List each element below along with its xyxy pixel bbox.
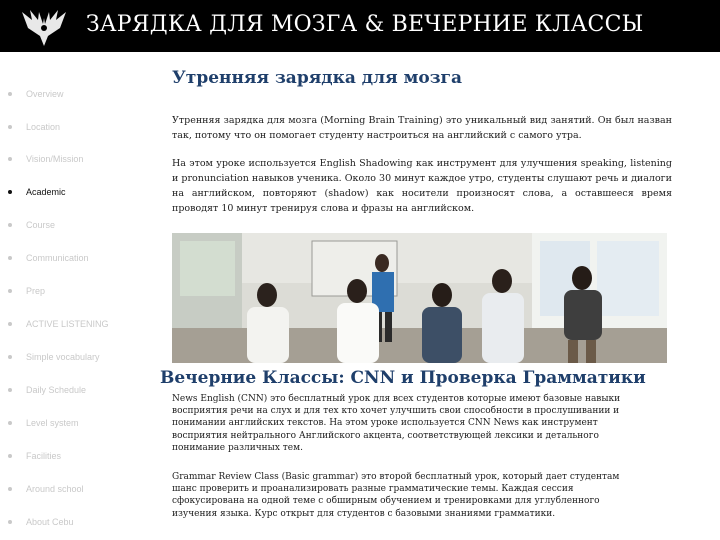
sidebar-item-overview[interactable] bbox=[8, 84, 64, 104]
sidebar-item-about-cebu[interactable] bbox=[8, 512, 74, 532]
sidebar-item-active-listening[interactable] bbox=[8, 314, 109, 334]
sidebar-item-communication[interactable] bbox=[8, 248, 89, 268]
bullet-icon bbox=[8, 256, 12, 260]
bullet-icon bbox=[8, 157, 12, 161]
sidebar-item-label: About Cebu bbox=[26, 517, 74, 527]
bullet-icon bbox=[8, 322, 12, 326]
bullet-icon bbox=[8, 388, 12, 392]
evening-paragraph-1: News English (CNN) это бесплатный урок для всех студентов которые имеют базовые навыки восприятия речи на слух и для тех кто хочет улучшить свои способности в прослушивании и понимании английских текстов. На этом уроке используется CNN News как инструмент восприятия нейтрального Английского акцента, соответствующей лексики и детального понимание различных тем. bbox=[172, 394, 621, 453]
sidebar-item-label: Overview bbox=[26, 89, 64, 99]
sidebar-item-label: Simple vocabulary bbox=[26, 352, 100, 362]
sidebar-item-label: Facilities bbox=[26, 451, 62, 461]
sidebar-nav bbox=[0, 52, 155, 540]
classroom-photo-illustration bbox=[172, 233, 667, 363]
bullet-icon bbox=[8, 223, 12, 227]
sidebar-item-academic[interactable] bbox=[8, 182, 66, 202]
morning-heading: Утренняя зарядка для мозга bbox=[172, 68, 462, 88]
sidebar-item-label: Course bbox=[26, 220, 56, 230]
sidebar-item-simple-vocabulary[interactable] bbox=[8, 347, 100, 367]
sidebar-item-daily-schedule[interactable] bbox=[8, 380, 86, 400]
sidebar-item-label: Daily Schedule bbox=[26, 385, 87, 395]
morning-paragraph-2: На этом уроке используется English Shadowing как инструмент для улучшения speaking, listening и pronunciation навыков ученика. Около 30 минут каждое утро, студенты слушают речь и диалоги на английском, повторяют (shadow) как носители произносят слова, а оставшееся время проводят 10 минут тренируя слова и фразы на английском. bbox=[172, 158, 672, 214]
bullet-icon bbox=[8, 190, 12, 194]
sidebar-item-label: Communication bbox=[26, 253, 89, 263]
sidebar-item-label: Location bbox=[26, 122, 61, 132]
bullet-icon bbox=[8, 92, 12, 96]
sidebar-item-prep[interactable] bbox=[8, 281, 45, 301]
bullet-icon bbox=[8, 289, 12, 293]
sidebar-item-label: Academic bbox=[26, 187, 66, 197]
sidebar-item-vision-mission[interactable] bbox=[8, 149, 83, 169]
evening-paragraph-2: Grammar Review Class (Basic grammar) это второй бесплатный урок, который дает студентам шанс проверить и проанализировать разные грамматические темы. Каждая сессия сфокусирована на одной теме с обширным обучением и тренировками для углубленного изучения языка. Курс открыт для студентов с базовыми знаниями грамматики. bbox=[172, 472, 620, 519]
eagle-logo-icon bbox=[20, 6, 68, 48]
sidebar-item-label: Level system bbox=[26, 418, 79, 428]
sidebar-item-label: ACTIVE LISTENING bbox=[26, 319, 109, 329]
sidebar-item-course[interactable] bbox=[8, 215, 55, 235]
sidebar-item-location[interactable] bbox=[8, 117, 60, 137]
header-bar bbox=[0, 0, 720, 52]
bullet-icon bbox=[8, 125, 12, 129]
bullet-icon bbox=[8, 520, 12, 524]
bullet-icon bbox=[8, 487, 12, 491]
classroom-photo bbox=[172, 233, 667, 363]
bullet-icon bbox=[8, 355, 12, 359]
bullet-icon bbox=[8, 421, 12, 425]
page-title: ЗАРЯДКА ДЛЯ МОЗГА & ВЕЧЕРНИЕ КЛАССЫ bbox=[86, 12, 644, 37]
sidebar-item-label: Prep bbox=[26, 286, 46, 296]
evening-heading: Вечерние Классы: CNN и Проверка Грамматики bbox=[160, 368, 646, 388]
sidebar-item-label: Around school bbox=[26, 484, 84, 494]
sidebar-item-facilities[interactable] bbox=[8, 446, 61, 466]
morning-paragraph-1: Утренняя зарядка для мозга (Morning Brain Training) это уникальный вид занятий. Он был назван так, потому что он помогает студенту настроиться на английский с самого утра. bbox=[172, 115, 672, 141]
sidebar-item-level-system[interactable] bbox=[8, 413, 79, 433]
sidebar-item-around-school[interactable] bbox=[8, 479, 84, 499]
sidebar-item-label: Vision/Mission bbox=[26, 154, 84, 164]
bullet-icon bbox=[8, 454, 12, 458]
